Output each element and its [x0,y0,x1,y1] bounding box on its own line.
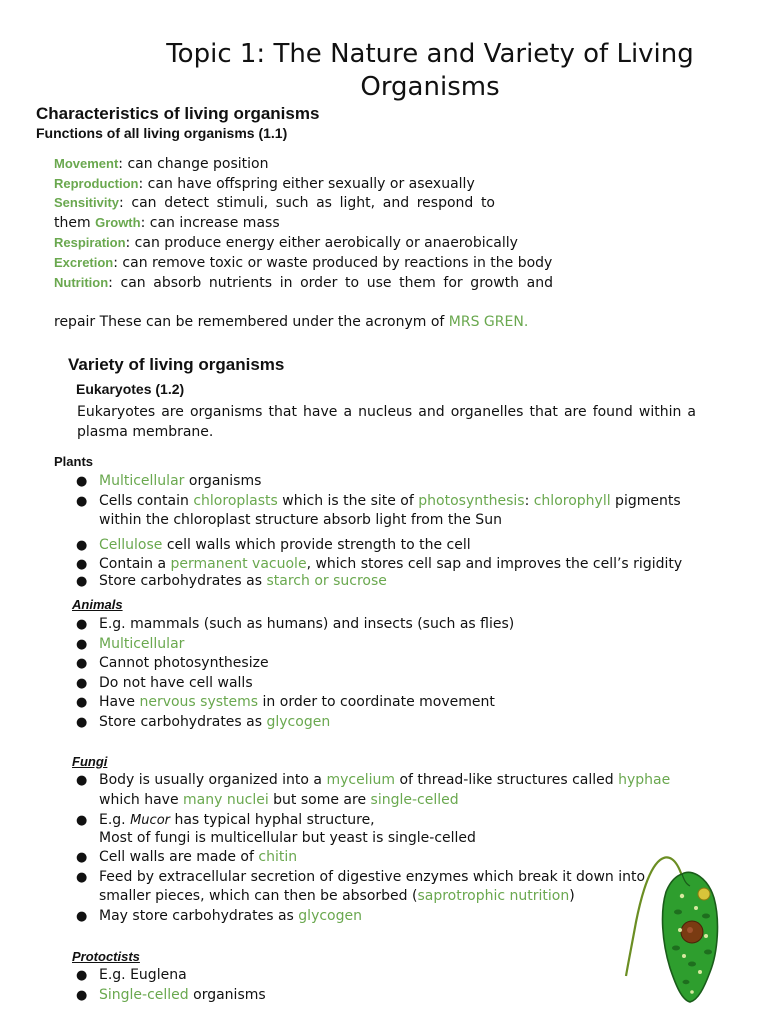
term-glycogen: glycogen [266,713,331,730]
item-text: Feed by extracellular secretion of digestive enzymes which break it down into smaller pieces, which can then be absorbed ( [99,868,646,904]
sensitivity-text: : can detect stimuli, such as light, and respond to [119,195,495,211]
item-text: E.g. mammals (such as humans) and insects (such as flies) [99,616,515,632]
eyespot [698,888,710,900]
granule [682,954,686,958]
bullet: ● [76,636,88,652]
granule [678,928,682,932]
item-text: but some are [268,791,371,808]
granule [698,970,702,974]
item-text: pigments within the chloroplast structure absorb light from the Sun [99,492,681,528]
item-text: in order to coordinate movement [258,694,495,710]
item-text: E.g. [99,812,131,828]
bullet: ● [76,675,88,691]
list-item [76,615,696,635]
list-item [76,966,696,986]
chloroplast [704,950,712,955]
nutrition-text: : can absorb nutrients in order to use them for growth and [108,275,553,291]
bullet: ● [76,695,88,710]
growth-text: : can increase mass [140,215,280,231]
bullet: ● [76,714,88,730]
item-text: E.g. Euglena [99,967,187,983]
euglena-illustration [620,852,728,1004]
term-starch-or-sucrose: starch or sucrose [266,572,387,589]
reproduction-text: : can have offspring either sexually or asexually [138,176,475,192]
item-text: of thread-like structures called [395,772,619,788]
eukaryotes-definition: Eukaryotes are organisms that have a nucleus and organelles that are found within a plasma membrane. [77,404,696,440]
chloroplast [674,910,682,915]
list-item [76,907,676,927]
bullet: ● [76,617,88,632]
term-mycelium: mycelium [326,772,395,788]
term-photosynthesis: photosynthesis [418,492,525,509]
item-text: , which stores cell sap and improves the cell’s rigidity [306,556,683,572]
movement-text: : can change position [118,156,269,172]
item-text: Contain a [99,556,171,572]
item-text: organisms [184,473,262,489]
list-item [76,654,696,674]
bullet: ● [76,773,88,788]
list-item [76,771,676,810]
bullet: ● [76,493,88,509]
term-single-celled: single-celled [370,791,459,808]
granule [694,906,698,910]
list-item [76,674,696,694]
list-item [76,572,696,592]
chloroplast [688,962,696,967]
item-text: Have [99,694,140,710]
fungi-label: Fungi [72,754,108,769]
bullet: ● [76,850,88,865]
term-many-nuclei: many nuclei [183,791,269,808]
item-text: cell walls which provide strength to the cell [162,536,471,553]
term-cellulose: Cellulose [99,536,163,553]
list-item [76,829,676,849]
movement-term: Movement [54,156,119,171]
excretion-text: : can remove toxic or waste produced by reactions in the body [113,255,553,271]
item-text: Cell walls are made of [99,849,259,865]
acronym-text: repair These can be remembered under the acronym of [54,314,449,330]
list-item [76,986,696,1006]
term-chlorophyll: chlorophyll [533,492,611,509]
item-text: which is the site of [277,492,419,509]
plants-label: Plants [54,454,94,469]
bullet: ● [76,537,88,553]
bullet: ● [76,813,88,828]
item-text: organisms [188,986,266,1003]
reproduction-line [54,176,475,192]
item-text: Store carbohydrates as [99,713,267,730]
characteristics-heading: Characteristics of living organisms [36,104,320,123]
term-glycogen: glycogen [298,907,362,924]
chloroplast [672,946,680,951]
plants-list [76,472,696,591]
movement-line [54,156,269,172]
eukaryotes-heading: Eukaryotes (1.2) [76,381,185,397]
bullet: ● [76,573,88,589]
protoctists-list [76,966,696,1005]
list-item [76,693,696,713]
fungi-list [76,771,676,926]
term-hyphae: hyphae [618,772,671,788]
item-text: May store carbohydrates as [99,907,299,924]
granule [680,894,684,898]
item-text: Body is usually organized into a [99,772,327,788]
respiration-term: Respiration [54,235,126,250]
term-permanent-vacuole: permanent vacuole [170,556,307,572]
item-text: ) [569,888,575,904]
term-single-celled: Single-celled [99,986,189,1003]
nucleolus [687,927,693,933]
sensitivity-line [54,195,495,211]
item-text: has typical hyphal structure, [170,812,375,828]
granule [704,934,708,938]
nutrition-line [54,275,553,291]
variety-heading: Variety of living organisms [68,355,285,374]
bullet: ● [76,557,88,572]
reproduction-term: Reproduction [54,176,139,191]
bullet: ● [76,474,88,489]
page-title: Topic 1: The Nature and Variety of Living Organisms [166,39,694,102]
term-nervous-systems: nervous systems [139,694,259,710]
acronym-line [54,314,528,330]
animals-list [76,615,696,732]
list-item [76,536,696,556]
bullet: ● [76,968,88,983]
item-text: Cannot photosynthesize [99,655,269,671]
list-item [76,713,696,733]
respiration-line [54,235,518,251]
bullet: ● [76,869,88,885]
growth-term: Growth [95,215,141,230]
item-text: which have [99,791,184,808]
bullet: ● [76,987,88,1003]
protoctists-label: Protoctists [72,949,140,964]
term-mucor: Mucor [130,813,170,828]
chloroplast [683,980,690,984]
term-saprotrophic-nutrition: saprotrophic nutrition [417,888,570,904]
term-multicellular: Multicellular [99,635,185,652]
item-text: Cells contain [99,492,194,509]
respiration-text: : can produce energy either aerobically or anaerobically [125,235,518,251]
list-item [76,472,696,492]
excretion-term: Excretion [54,255,114,270]
acronym-mrs-gren: MRS GREN. [448,314,529,330]
term-chitin: chitin [258,849,298,865]
list-item [76,635,696,655]
functions-subheading: Functions of all living organisms (1.1) [36,125,288,141]
sensitivity-term: Sensitivity [54,195,120,210]
bullet: ● [76,908,88,924]
term-chloroplasts: chloroplasts [193,492,278,509]
animals-label: Animals [72,597,123,612]
list-item [76,848,676,868]
growth-line [54,215,280,231]
list-item [76,868,676,907]
item-text: Do not have cell walls [99,674,253,691]
bullet: ● [76,656,88,671]
term-multicellular: Multicellular [99,473,185,489]
granule [690,990,694,994]
item-text: Most of fungi is multicellular but yeast is single-celled [99,829,476,846]
excretion-line [54,255,552,271]
list-item [76,492,696,531]
growth-pre: them [54,215,96,231]
item-text: Store carbohydrates as [99,572,267,589]
chloroplast [702,914,710,919]
nutrition-term: Nutrition [54,275,109,290]
item-text: : [524,492,534,509]
